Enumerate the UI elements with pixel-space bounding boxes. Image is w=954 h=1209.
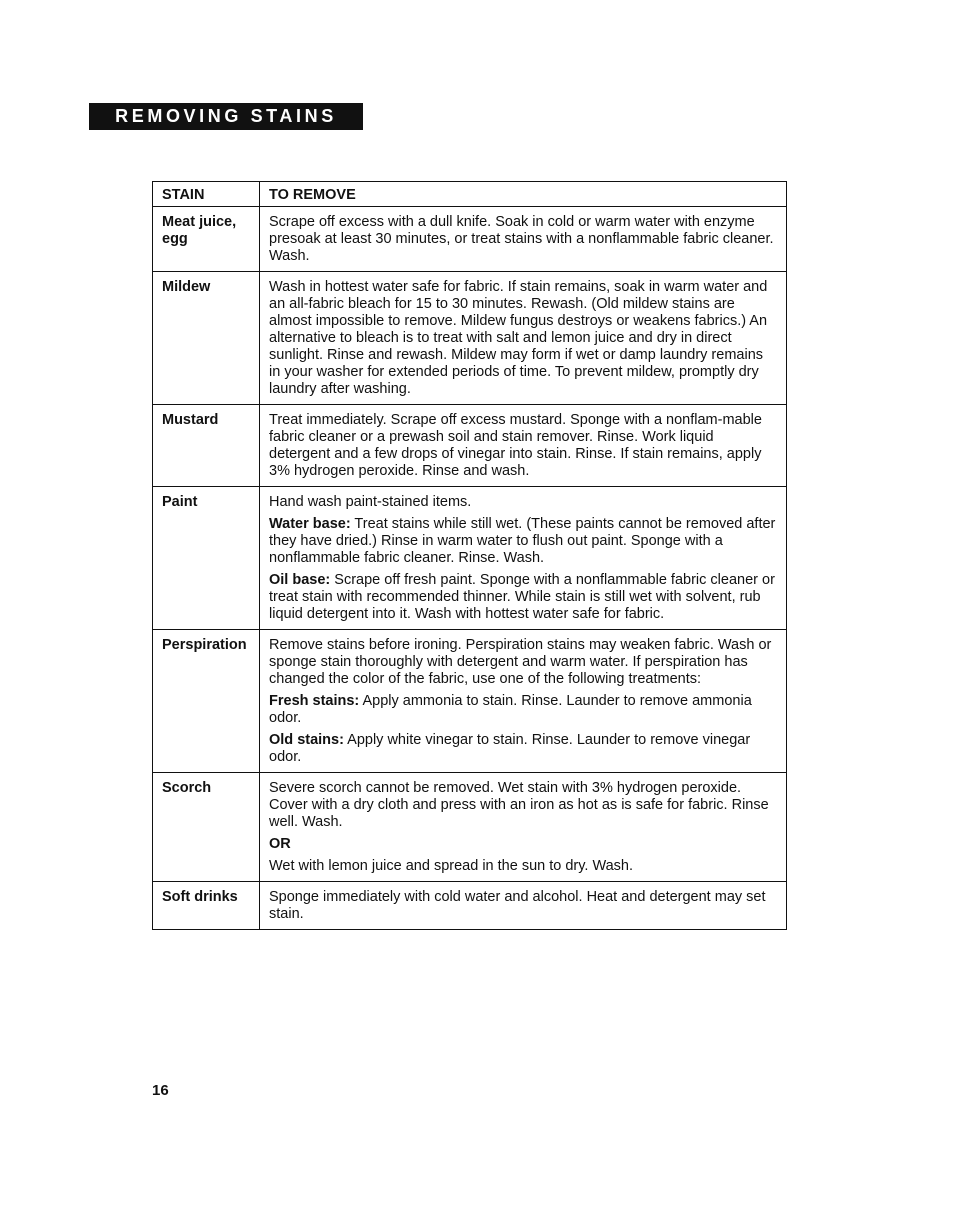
removal-instructions [260, 405, 787, 487]
table-row [153, 487, 787, 630]
instruction-paragraph [269, 494, 776, 511]
table-header-row [153, 182, 787, 207]
stain-name: Mildew [153, 272, 260, 405]
instruction-label: Oil base: [269, 572, 331, 588]
instruction-paragraph [269, 412, 776, 480]
instruction-text: Scrape off fresh paint. Sponge with a nonflammable fabric cleaner or treat stain with recommended thinner. While stain is still wet with solvent, rub liquid detergent into it. Wash with hottest water safe for fabric. [269, 572, 775, 622]
table-row [153, 207, 787, 272]
instruction-paragraph [269, 858, 776, 875]
instruction-paragraph [269, 780, 776, 831]
instruction-paragraph [269, 637, 776, 688]
instruction-text: Remove stains before ironing. Perspiration stains may weaken fabric. Wash or sponge stain thoroughly with detergent and warm water. If perspiration has changed the color of the fabric, use one of the following treatments: [269, 637, 772, 687]
header-to-remove: TO REMOVE [260, 182, 787, 207]
instruction-paragraph [269, 693, 776, 727]
removal-instructions [260, 207, 787, 272]
instruction-paragraph [269, 516, 776, 567]
table-row [153, 630, 787, 773]
page-number: 16 [152, 1082, 169, 1099]
header-stain: STAIN [153, 182, 260, 207]
table-row [153, 773, 787, 882]
removal-instructions [260, 487, 787, 630]
stain-removal-table [152, 181, 787, 930]
removal-instructions [260, 773, 787, 882]
stain-name: Soft drinks [153, 882, 260, 930]
removal-instructions [260, 882, 787, 930]
instruction-label: Old stains: [269, 732, 344, 748]
instruction-text: Apply ammonia to stain. Rinse. Launder to remove ammonia odor. [269, 693, 752, 726]
instruction-label: Fresh stains: [269, 693, 360, 709]
table-body [153, 207, 787, 930]
instruction-text: Apply white vinegar to stain. Rinse. Launder to remove vinegar odor. [269, 732, 751, 765]
instruction-text: Treat stains while still wet. (These paints cannot be removed after they have dried.) Rinse in warm water to flush out paint. Sponge with a nonflammable fabric cleaner. Rinse. Wash. [269, 516, 776, 566]
stain-name: Meat juice, egg [153, 207, 260, 272]
table-row [153, 405, 787, 487]
instruction-text: Sponge immediately with cold water and alcohol. Heat and detergent may set stain. [269, 889, 766, 922]
table-row [153, 272, 787, 405]
instruction-paragraph [269, 214, 776, 265]
stain-name: Paint [153, 487, 260, 630]
section-title-banner: REMOVING STAINS [89, 103, 363, 130]
instruction-paragraph [269, 572, 776, 623]
instruction-paragraph [269, 889, 776, 923]
stain-name: Scorch [153, 773, 260, 882]
instruction-text: Severe scorch cannot be removed. Wet stain with 3% hydrogen peroxide. Cover with a dry cloth and press with an iron as hot as is safe for fabric. Rinse well. Wash. [269, 780, 769, 830]
instruction-text: Scrape off excess with a dull knife. Soak in cold or warm water with enzyme presoak at least 30 minutes, or treat stains with a nonflammable fabric cleaner. Wash. [269, 214, 774, 264]
instruction-paragraph [269, 732, 776, 766]
instruction-paragraph [269, 279, 776, 398]
instruction-text: Wash in hottest water safe for fabric. If stain remains, soak in warm water and an all-fabric bleach for 15 to 30 minutes. Rewash. (Old mildew stains are almost impossible to remove. Mildew fungus destroys or weakens fabrics.) An alternative to bleach is to treat with salt and lemon juice and dry in direct sunlight. Rinse and rewash. Mildew may form if wet or damp laundry remains in your washer for extended periods of time. To prevent mildew, promptly dry laundry after washing. [269, 279, 768, 397]
stain-name: Perspiration [153, 630, 260, 773]
table-row [153, 882, 787, 930]
instruction-label: OR [269, 836, 291, 852]
instruction-text: Wet with lemon juice and spread in the sun to dry. Wash. [269, 858, 634, 874]
instruction-label: Water base: [269, 516, 351, 532]
removal-instructions [260, 630, 787, 773]
removal-instructions [260, 272, 787, 405]
instruction-paragraph [269, 836, 776, 853]
instruction-text: Hand wash paint-stained items. [269, 494, 472, 510]
stain-name: Mustard [153, 405, 260, 487]
instruction-text: Treat immediately. Scrape off excess mustard. Sponge with a nonflam-mable fabric cleaner or a prewash soil and stain remover. Rinse. Work liquid detergent and a few drops of vinegar into stain. Rinse. If stain remains, apply 3% hydrogen peroxide. Rinse and wash. [269, 412, 762, 479]
